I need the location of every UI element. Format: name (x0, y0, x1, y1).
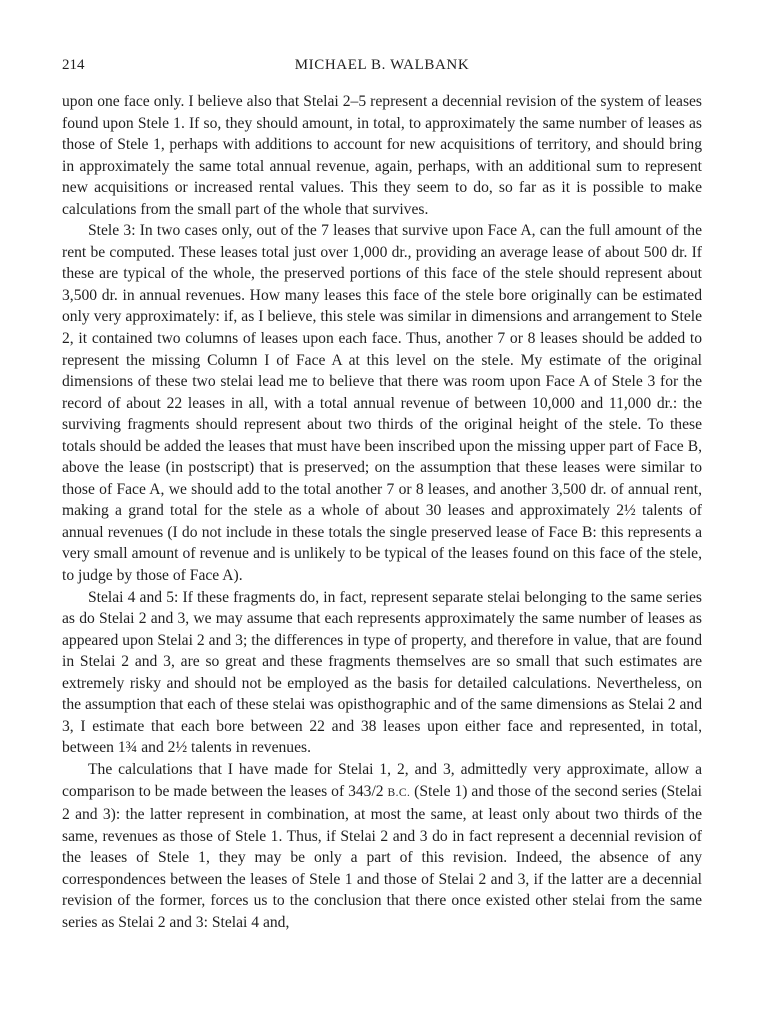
paragraph-stelai-4-5: Stelai 4 and 5: If these fragments do, in fact, represent separate stelai belonging to the same series as do Stelai 2 and 3, we may assume that each represents approximately the same number of leases as appeared upon Stelai 2 and 3; the differences in type of property, and therefore in value, that are found in Stelai 2 and 3, are so great and these fragments themselves are so small that such estimates are extremely risky and should not be employed as the basis for detailed calculations. Nevertheless, on the assumption that each of these stelai was opisthographic and of the same dimensions as Stelai 2 and 3, I estimate that each bore between 22 and 38 leases upon either face and represented, in total, between 1¾ and 2½ talents in revenues. (62, 588, 702, 757)
article-body (62, 91, 702, 933)
paragraph-stele-3: Stele 3: In two cases only, out of the 7 leases that survive upon Face A, can the full amount of the rent be computed. These leases total just over 1,000 dr., providing an average lease of about 500 dr. If these are typical of the whole, the preserved portions of this face of the stele should represent about 3,500 dr. in annual revenues. How many leases this face of the stele bore originally can be estimated only very approximately: if, as I believe, this stele was similar in dimensions and arrangement to Stele 2, it contained two columns of leases upon each face. Thus, another 7 or 8 leases should be added to represent the missing Column I of Face A at this level on the stele. My estimate of the original dimensions of these two stelai lead me to believe that there was room upon Face A of Stele 3 for the record of about 22 leases in all, with a total annual revenue of between 10,000 and 11,000 dr.: the surviving fragments should represent about two thirds of the original height of the stele. To these totals should be added the leases that must have been inscribed upon the missing upper part of Face B, above the lease (in postscript) that is preserved; on the assumption that these leases were similar to those of Face A, we should add to the total another 7 or 8 leases, and another 3,500 dr. of annual rent, making a grand total for the stele as a whole of about 30 leases and approximately 2½ talents of annual revenues (I do not include in these totals the single preserved lease of Face B: this represents a very small amount of revenue and is unlikely to be typical of the leases found on this face of the stele, to judge by those of Face A). (62, 222, 702, 585)
paragraph-continued: upon one face only. I believe also that Stelai 2–5 represent a decennial revision of the system of leases found upon Stele 1. If so, they should amount, in total, to approximately the same number of leases as those of Stele 1, perhaps with additions to account for new acquisitions of territory, and should bring in approximately the same total annual revenue, again, perhaps, with an additional sum to represent new acquisitions or increased rental values. This they seem to do, so far as it is possible to make calculations from the small part of the whole that survives. (62, 93, 702, 218)
paragraph-text-part: (Stele 1) and those of the second series (Stelai 2 and 3): the latter represent in combination, at most the same, at least only about two thirds of the same, revenues as those of Stele 1. Thus, if Stelai 2 and 3 do in fact represent a decennial revision of the leases of Stele 1, they may be only a part of this revision. Indeed, the absence of any correspondences between the leases of Stele 1 and those of Stelai 2 and 3, if the latter are a decennial revision of the former, forces us to the conclusion that there once existed other stelai from the same series as Stelai 2 and 3: Stelai 4 and, (62, 782, 702, 931)
page-number: 214 (62, 57, 85, 73)
era-abbreviation: B.C. (387, 786, 411, 799)
paragraph-text-part: The calculations that I have made for Stelai 1, 2, and 3, admittedly very approximate, allow a comparison to be made between the leases of 343/2 (62, 760, 702, 800)
author-name: MICHAEL B. WALBANK (294, 57, 470, 73)
running-head (62, 54, 702, 76)
paragraph-calculations (62, 759, 702, 933)
